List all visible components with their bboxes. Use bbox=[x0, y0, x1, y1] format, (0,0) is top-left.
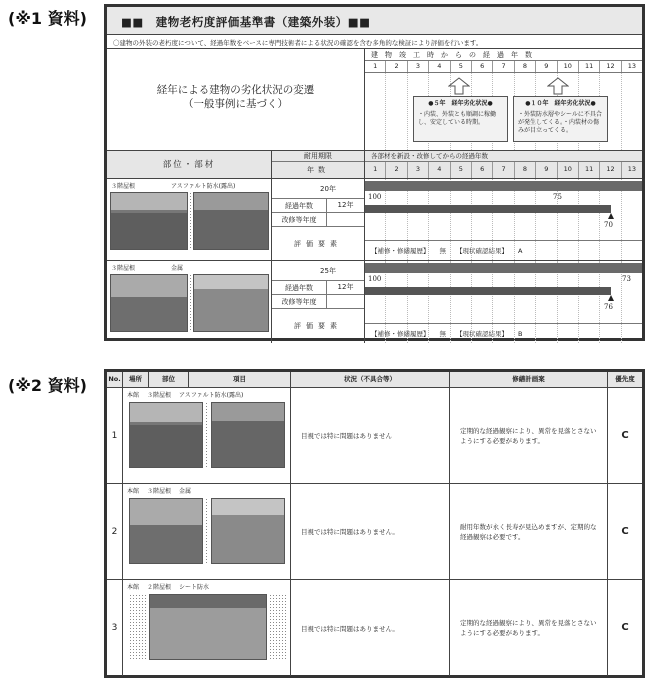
row-item: アスファルト防水(露出) bbox=[179, 392, 244, 399]
year-number: 10 bbox=[558, 61, 579, 72]
year-number: 7 bbox=[493, 61, 514, 72]
service-life: 20年 bbox=[272, 179, 364, 199]
item-photos bbox=[107, 261, 272, 343]
col-year-number: 12 bbox=[600, 162, 621, 178]
year-number: 8 bbox=[515, 61, 536, 72]
item-row-2 bbox=[107, 261, 642, 343]
row-plan: 定期的な経過観察により、異常を見落とさないようにする必要があります。 bbox=[450, 580, 608, 676]
elapsed-bar bbox=[365, 287, 611, 295]
year-number: 6 bbox=[472, 61, 493, 72]
col-parts: 部位・部材 bbox=[107, 151, 272, 178]
heading-line-2: （一般事例に基づく） bbox=[183, 98, 288, 110]
inspection-label: 【現状確認結果】 bbox=[456, 330, 508, 338]
col-year-numbers bbox=[365, 162, 642, 178]
table-row bbox=[107, 580, 642, 676]
evaluation-standard-document bbox=[104, 4, 645, 341]
row-status: 目視では特に問題はありません。 bbox=[291, 484, 450, 579]
year-number: 4 bbox=[429, 61, 450, 72]
row-place: 本館 bbox=[127, 488, 140, 495]
col-year-number: 13 bbox=[627, 165, 637, 173]
row-no: 3 bbox=[107, 580, 123, 676]
roof-photo bbox=[129, 498, 203, 564]
callout-5-years bbox=[413, 96, 508, 142]
inspection-label: 【現状確認結果】 bbox=[456, 247, 508, 255]
elapsed-marker bbox=[608, 213, 614, 219]
year-number: 11 bbox=[579, 61, 600, 72]
photo-caption-material: アスファルト防水(露出) bbox=[171, 183, 236, 190]
row-priority: C bbox=[621, 430, 629, 441]
elapsed-bar bbox=[365, 205, 611, 213]
col-year-number: 6 bbox=[472, 162, 493, 178]
arrow-up-icon bbox=[448, 77, 470, 95]
score-end: 76 bbox=[604, 303, 613, 311]
item-row-1 bbox=[107, 179, 642, 261]
col-life-b: 年数 bbox=[307, 166, 329, 174]
inspection-grade: A bbox=[518, 246, 523, 255]
row-photos bbox=[123, 580, 291, 676]
row-item: 金属 bbox=[179, 488, 192, 495]
renovation-label: 改修等年度 bbox=[281, 297, 317, 306]
col-year-number: 8 bbox=[515, 162, 536, 178]
table-row bbox=[107, 388, 642, 484]
elapsed-marker bbox=[608, 295, 614, 301]
score-start: 100 bbox=[368, 275, 382, 283]
row-part: ３階屋根 bbox=[147, 392, 172, 399]
score-mid: 73 bbox=[622, 275, 631, 283]
roof-photo bbox=[193, 274, 269, 332]
col-life-a: 耐用期限 bbox=[272, 151, 364, 162]
year-number: 1 bbox=[365, 61, 386, 72]
table-row bbox=[107, 484, 642, 580]
col-elapsed-title: 各部材を新設・改修してからの経過年数 bbox=[365, 151, 642, 162]
score-start: 100 bbox=[368, 193, 382, 201]
item-life-panel bbox=[272, 179, 365, 260]
repair-history-value: 無 bbox=[439, 247, 446, 255]
lifespan-bar bbox=[365, 263, 642, 273]
roof-photo bbox=[110, 274, 188, 332]
th-plan: 修繕計画案 bbox=[450, 372, 608, 387]
col-elapsed bbox=[365, 151, 642, 178]
document-intro: 〇建物の外装の老朽度について、経過年数をベースに専門技術者による状況の確認を含む多角的な検証により評価を行います。 bbox=[107, 35, 642, 49]
roof-photo bbox=[149, 594, 267, 660]
timeline-header bbox=[107, 49, 642, 151]
row-no: 1 bbox=[107, 388, 123, 483]
repair-history-label: 【補修・修繕履歴】 bbox=[371, 247, 430, 255]
renovation-value bbox=[326, 295, 364, 308]
section-label-1: (※1 資料) bbox=[8, 9, 87, 28]
item-photos bbox=[107, 179, 272, 260]
callout-10-title: ●１０年 経年劣化状況● bbox=[525, 100, 596, 107]
roof-photo bbox=[110, 192, 188, 250]
evaluation-label: 評価要素 bbox=[294, 239, 342, 248]
lifespan-bar bbox=[365, 181, 642, 191]
row-part: ３階屋根 bbox=[147, 488, 172, 495]
row-item: シート防水 bbox=[179, 584, 210, 591]
th-no: No. bbox=[107, 372, 123, 387]
roof-photo bbox=[211, 402, 285, 468]
col-year-number: 11 bbox=[579, 162, 600, 178]
renovation-value bbox=[326, 213, 364, 226]
row-status: 目視では特に問題はありません。 bbox=[291, 580, 450, 676]
evaluation-result bbox=[365, 240, 642, 260]
document-title: ■■ 建物老朽度評価基準書（建築外装）■■ bbox=[107, 7, 642, 35]
row-no: 2 bbox=[107, 484, 123, 579]
score-mid: 75 bbox=[553, 193, 562, 201]
year-number: 13 bbox=[627, 62, 637, 70]
th-item: 項目 bbox=[189, 372, 291, 387]
col-year-number: 5 bbox=[451, 162, 472, 178]
col-year-number: 2 bbox=[386, 162, 407, 178]
inspection-grade: B bbox=[518, 329, 523, 338]
th-status: 状況（不具合等） bbox=[291, 372, 450, 387]
th-place: 場所 bbox=[123, 372, 149, 387]
row-priority: C bbox=[621, 526, 629, 537]
row-place: 本館 bbox=[127, 392, 140, 399]
year-number: 5 bbox=[451, 61, 472, 72]
photo-caption-material: 金属 bbox=[171, 265, 184, 272]
photo-caption-location: ３階屋根 bbox=[111, 183, 136, 190]
col-year-number: 10 bbox=[558, 162, 579, 178]
row-photos bbox=[123, 388, 291, 483]
elapsed-value: 12年 bbox=[326, 199, 364, 212]
roof-photo bbox=[193, 192, 269, 250]
row-priority: C bbox=[621, 622, 629, 633]
repair-plan-table bbox=[104, 369, 645, 678]
evaluation-label: 評価要素 bbox=[294, 321, 342, 330]
col-year-number: 7 bbox=[493, 162, 514, 178]
year-number: 2 bbox=[386, 61, 407, 72]
callout-5-title: ●５年 経年劣化状況● bbox=[428, 100, 493, 107]
elapsed-value: 12年 bbox=[326, 281, 364, 294]
roof-photo bbox=[129, 402, 203, 468]
year-number: 3 bbox=[408, 61, 429, 72]
col-year-number: 9 bbox=[536, 162, 557, 178]
elapsed-label: 経過年数 bbox=[285, 201, 313, 210]
row-part: ２階屋根 bbox=[147, 584, 172, 591]
row-status: 目視では特に問題はありません bbox=[291, 388, 450, 483]
year-number-row bbox=[365, 61, 642, 73]
evaluation-result bbox=[365, 323, 642, 343]
score-end: 70 bbox=[604, 221, 613, 229]
col-year-number: 4 bbox=[429, 162, 450, 178]
photo-caption-location: ３階屋根 bbox=[111, 265, 136, 272]
col-year-number: 1 bbox=[365, 162, 386, 178]
row-place: 本館 bbox=[127, 584, 140, 591]
col-life bbox=[272, 151, 365, 178]
years-panel bbox=[365, 49, 642, 150]
row-plan: 耐用年数が永く長寿が見込めますが、定期的な経過観察は必要です。 bbox=[450, 484, 608, 579]
heading-panel bbox=[107, 49, 365, 150]
years-title: 建物竣工時からの経過年数 bbox=[365, 49, 642, 61]
repair-history-label: 【補修・修繕履歴】 bbox=[371, 330, 430, 338]
callout-10-body: ・外装防水層やシールに不具合が発生してくる。・内装材の傷みが目立ってくる。 bbox=[518, 111, 602, 134]
year-number: 9 bbox=[536, 61, 557, 72]
item-timeline bbox=[365, 261, 642, 343]
row-photos bbox=[123, 484, 291, 579]
item-life-panel bbox=[272, 261, 365, 343]
repair-history-value: 無 bbox=[439, 330, 446, 338]
callout-5-body: ・内装、外装とも順調に稼働し、安定している時期。 bbox=[418, 111, 497, 126]
th-priority: 優先度 bbox=[615, 375, 635, 383]
year-number: 12 bbox=[600, 61, 621, 72]
renovation-label: 改修等年度 bbox=[281, 215, 317, 224]
column-header bbox=[107, 151, 642, 179]
th-part: 部位 bbox=[149, 372, 189, 387]
service-life: 25年 bbox=[272, 261, 364, 281]
elapsed-label: 経過年数 bbox=[285, 283, 313, 292]
roof-photo bbox=[211, 498, 285, 564]
section-label-2: (※2 資料) bbox=[8, 376, 87, 395]
row-plan: 定期的な経過観察により、異常を見落とさないようにする必要があります。 bbox=[450, 388, 608, 483]
table-header bbox=[107, 372, 642, 388]
arrow-up-icon bbox=[547, 77, 569, 95]
callout-10-years bbox=[513, 96, 608, 142]
col-year-number: 3 bbox=[408, 162, 429, 178]
heading-line-1: 経年による建物の劣化状況の変遷 bbox=[156, 84, 315, 96]
item-timeline bbox=[365, 179, 642, 260]
